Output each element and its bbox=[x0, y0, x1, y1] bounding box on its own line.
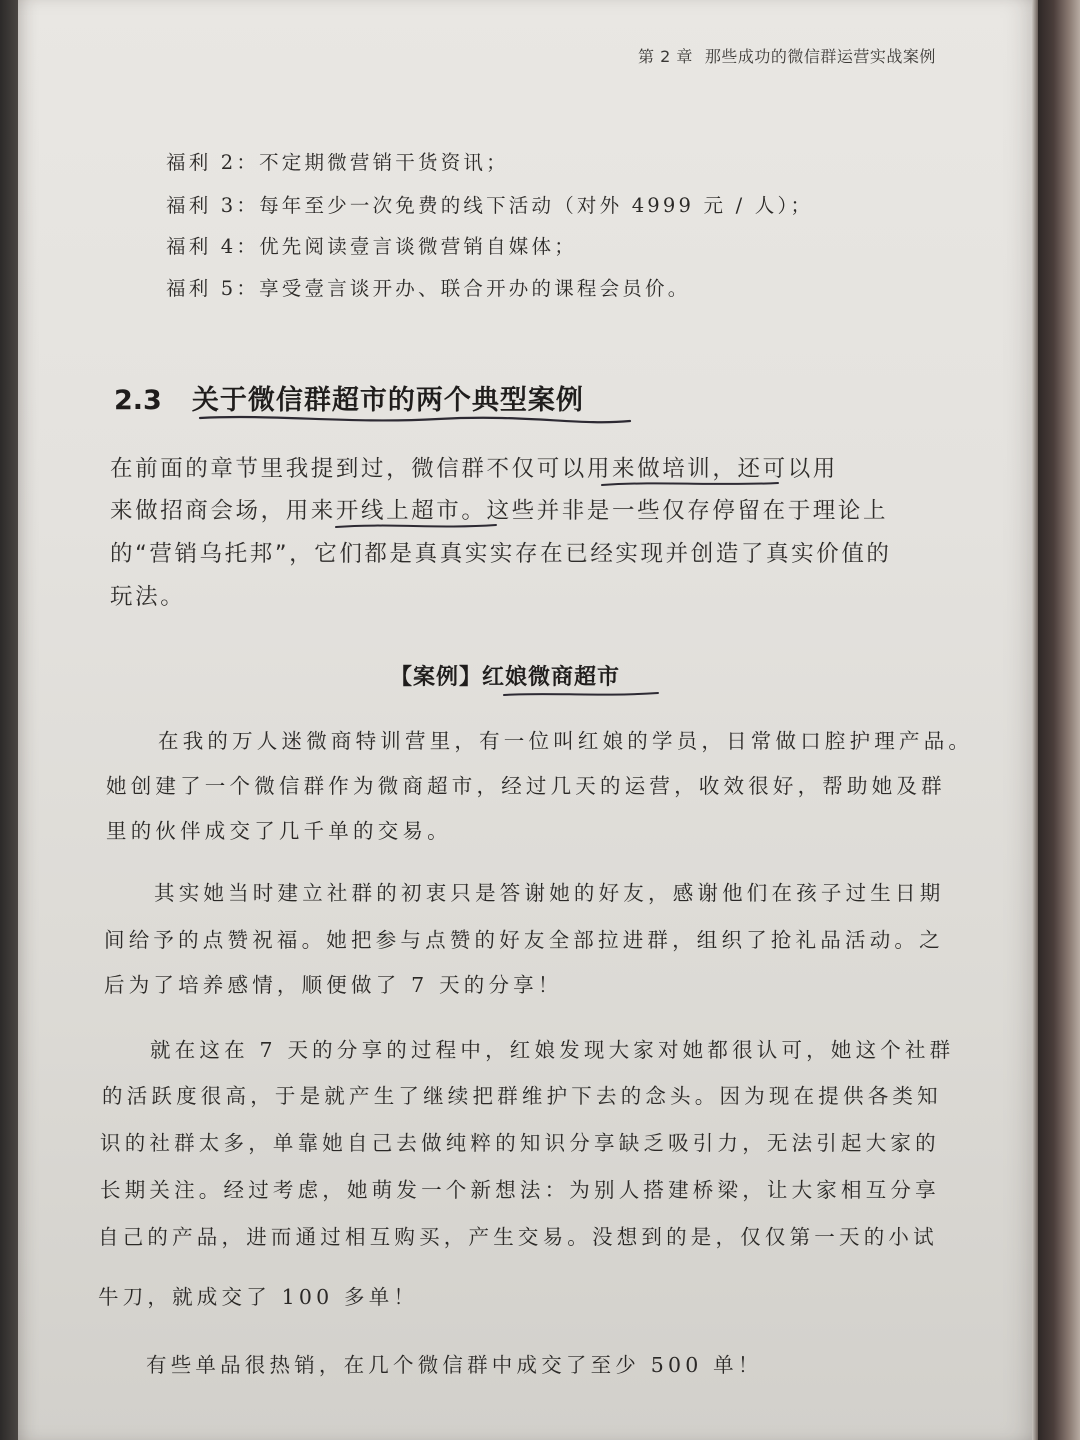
section-number: 2.3 bbox=[114, 385, 162, 416]
case-heading: 【案例】红娘微商超市 bbox=[390, 665, 621, 690]
paragraph-line: 来做招商会场，用来开线上超市。这些并非是一些仅存停留在于理论上 bbox=[110, 498, 889, 524]
chapter-title: 那些成功的微信群运营实战案例 bbox=[704, 47, 936, 66]
paragraph-line: 其实她当时建立社群的初衷只是答谢她的好友，感谢他们在孩子过生日期 bbox=[154, 881, 945, 905]
benefit-item: 福利 4：优先阅读壹言谈微营销自媒体； bbox=[166, 235, 577, 258]
paragraph-line: 的活跃度很高，于是就产生了继续把群维护下去的念头。因为现在提供各类知 bbox=[102, 1084, 942, 1108]
paragraph-line: 里的伙伴成交了几千单的交易。 bbox=[106, 819, 452, 843]
section-heading bbox=[114, 378, 584, 417]
paragraph-line: 就在这在 7 天的分享的过程中，红娘发现大家对她都很认可，她这个社群 bbox=[150, 1038, 955, 1062]
paragraph-line: 牛刀，就成交了 100 多单！ bbox=[98, 1285, 419, 1309]
paragraph-line: 自己的产品，进而通过相互购买，产生交易。没想到的是，仅仅第一天的小试 bbox=[98, 1225, 938, 1249]
section-title: 关于微信群超市的两个典型案例 bbox=[191, 385, 584, 416]
paragraph-line: 间给予的点赞祝福。她把参与点赞的好友全部拉进群，组织了抢礼品活动。之 bbox=[104, 928, 944, 952]
paragraph-line: 长期关注。经过考虑，她萌发一个新想法：为别人搭建桥梁，让大家相互分享 bbox=[100, 1178, 940, 1202]
benefit-item: 福利 3：每年至少一次免费的线下活动（对外 4999 元 / 人）； bbox=[166, 194, 814, 217]
pen-underline-intro-1 bbox=[602, 483, 778, 485]
paragraph-line: 后为了培养感情，顺便做了 7 天的分享！ bbox=[104, 973, 563, 997]
paragraph-line: 在前面的章节里我提到过，微信群不仅可以用来做培训，还可以用 bbox=[110, 456, 838, 482]
background-right-edge bbox=[1036, 0, 1080, 1440]
page-edge bbox=[1032, 0, 1038, 1440]
paragraph-line: 她创建了一个微信群作为微商超市，经过几天的运营，收效很好，帮助她及群 bbox=[106, 774, 946, 798]
book-page bbox=[18, 0, 1038, 1440]
benefit-item: 福利 5：享受壹言谈开办、联合开办的课程会员价。 bbox=[166, 277, 691, 300]
paragraph-line: 有些单品很热销，在几个微信群中成交了至少 500 单！ bbox=[146, 1353, 763, 1377]
pen-underline-intro-2 bbox=[336, 525, 496, 527]
pen-underline-case-title bbox=[504, 693, 658, 695]
chapter-number: 第 2 章 bbox=[638, 47, 693, 66]
paragraph-line: 在我的万人迷微商特训营里，有一位叫红娘的学员，日常做口腔护理产品。 bbox=[158, 729, 974, 753]
running-header bbox=[638, 44, 1028, 67]
paragraph-line: 识的社群太多，单靠她自己去做纯粹的知识分享缺乏吸引力，无法引起大家的 bbox=[100, 1131, 940, 1155]
pen-underline-section-title bbox=[200, 417, 630, 422]
paragraph-line: 玩法。 bbox=[110, 584, 186, 610]
paragraph-line: 的“营销乌托邦”，它们都是真真实实存在已经实现并创造了真实价值的 bbox=[110, 541, 892, 567]
benefit-item: 福利 2：不定期微营销干货资讯； bbox=[166, 151, 509, 174]
